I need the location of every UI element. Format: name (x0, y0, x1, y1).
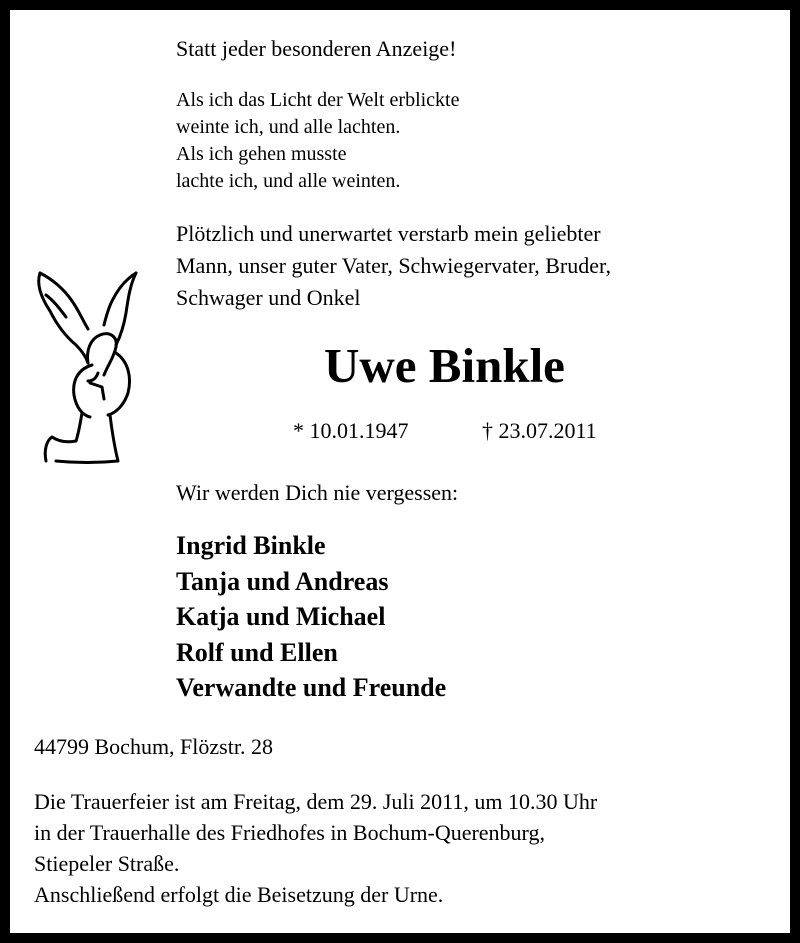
mourner: Ingrid Binkle (176, 531, 326, 560)
service-line: Die Trauerfeier ist am Freitag, dem 29. Juli 2011, um 10.30 Uhr (34, 789, 598, 814)
deceased-name: Uwe Binkle (324, 338, 565, 393)
mourner: Verwandte und Freunde (176, 673, 447, 702)
service-info (34, 786, 597, 910)
intro-text (176, 218, 611, 314)
remember-text: Wir werden Dich nie vergessen: (176, 480, 459, 505)
intro-line: Plötzlich und unerwartet verstarb mein geliebter (176, 221, 601, 246)
service-line: Anschließend erfolgt die Beisetzung der Urne. (34, 882, 444, 907)
service-line: in der Trauerhalle des Friedhofes in Bochum-Querenburg, (34, 820, 545, 845)
obituary-notice (10, 10, 790, 933)
angel-icon (32, 265, 142, 465)
poem-line: Als ich das Licht der Welt erblickte (176, 89, 460, 111)
intro-line: Schwager und Onkel (176, 285, 361, 310)
poem-line: Als ich gehen musste (176, 143, 347, 165)
poem-line: lachte ich, und alle weinten. (176, 170, 401, 192)
death-date: † 23.07.2011 (482, 418, 597, 443)
poem (176, 87, 460, 195)
service-line: Stiepeler Straße. (34, 851, 180, 876)
birth-date: * 10.01.1947 (293, 418, 409, 443)
mourner: Tanja und Andreas (176, 566, 389, 596)
poem-line: weinte ich, und alle lachten. (176, 116, 401, 138)
mourner: Rolf und Ellen (176, 637, 338, 667)
notice-header: Statt jeder besonderen Anzeige! (176, 36, 457, 61)
intro-line: Mann, unser guter Vater, Schwiegervater, Bruder, (176, 253, 611, 278)
mourner: Katja und Michael (176, 602, 386, 631)
mourners-list (176, 528, 446, 706)
address: 44799 Bochum, Flözstr. 28 (34, 734, 273, 759)
